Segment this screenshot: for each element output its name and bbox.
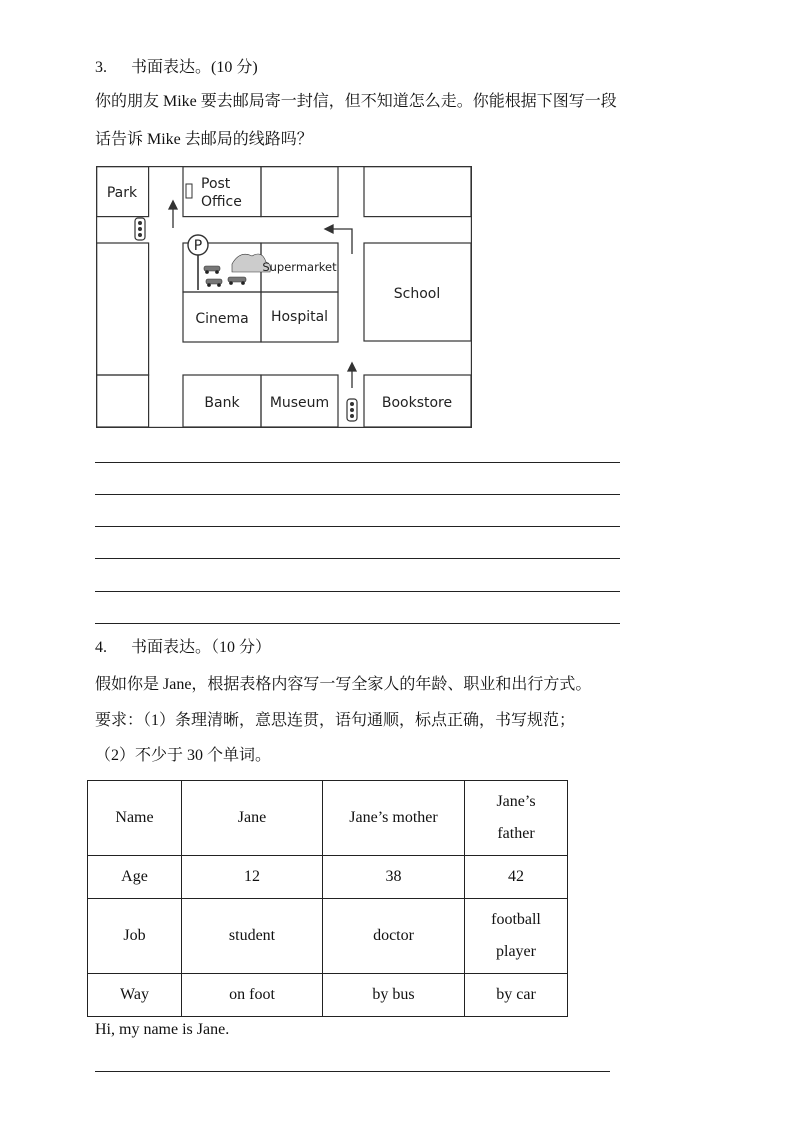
table-cell: 38 xyxy=(323,856,465,899)
label-cinema: Cinema xyxy=(195,311,249,327)
table-header-cell xyxy=(465,781,568,856)
arrow-up-icon-left xyxy=(169,201,177,228)
q4-start-sentence: Hi, my name is Jane. xyxy=(95,1021,230,1038)
label-park: Park xyxy=(106,185,138,201)
q4-prompt-line3: （2）不少于 30 个单词。 xyxy=(95,747,272,764)
q3-title: 书面表达。(10 分) xyxy=(131,59,258,76)
writing-line-5[interactable] xyxy=(95,591,620,592)
table-cell: doctor xyxy=(323,899,465,974)
q4-title: 书面表达。（10 分） xyxy=(131,639,272,656)
label-post-office-2: Office xyxy=(201,194,242,210)
q3-prompt-line1: 你的朋友 Mike 要去邮局寄一封信，但不知道怎么走。你能根据下图写一段 xyxy=(95,93,617,110)
table-row xyxy=(88,781,568,856)
table-cell: on foot xyxy=(182,974,323,1017)
table-header-cell: Name xyxy=(88,781,182,856)
q4-prompt-line1: 假如你是 Jane，根据表格内容写一写全家人的年龄、职业和出行方式。 xyxy=(95,676,592,693)
parking-sign-icon xyxy=(188,235,208,290)
table-cell: Way xyxy=(88,974,182,1017)
table-row xyxy=(88,974,568,1017)
post-office-door-icon xyxy=(186,184,192,198)
writing-line-q4[interactable] xyxy=(95,1071,610,1072)
label-hospital: Hospital xyxy=(270,309,329,325)
q4-number: 4. xyxy=(95,639,107,656)
table-row xyxy=(88,899,568,974)
table-row xyxy=(88,856,568,899)
table-cell xyxy=(465,899,568,974)
q3-number: 3. xyxy=(95,59,107,76)
cell-line: player xyxy=(496,943,536,960)
traffic-light-icon-bottom xyxy=(347,399,357,421)
label-museum: Museum xyxy=(269,395,330,411)
q3-prompt-line2: 话告诉 Mike 去邮局的线路吗？ xyxy=(95,131,313,148)
traffic-light-icon-top xyxy=(135,218,145,240)
street-map xyxy=(96,166,472,428)
table-cell: Age xyxy=(88,856,182,899)
writing-line-2[interactable] xyxy=(95,494,620,495)
table-cell: by car xyxy=(465,974,568,1017)
table-cell: student xyxy=(182,899,323,974)
label-bookstore: Bookstore xyxy=(381,395,453,411)
cell-line: football xyxy=(491,911,541,928)
table-header-cell: Jane xyxy=(182,781,323,856)
table-header-cell: Jane’s mother xyxy=(323,781,465,856)
writing-line-1[interactable] xyxy=(95,462,620,463)
family-info-table xyxy=(87,780,568,1017)
label-post-office-1: Post xyxy=(201,176,231,192)
label-bank: Bank xyxy=(204,395,240,411)
writing-line-3[interactable] xyxy=(95,526,620,527)
label-supermarket: Supermarket xyxy=(262,260,337,274)
q4-prompt-line2: 要求：（1）条理清晰，意思连贯，语句通顺，标点正确，书写规范； xyxy=(95,712,576,729)
table-cell: Job xyxy=(88,899,182,974)
writing-line-6[interactable] xyxy=(95,623,620,624)
table-cell: 42 xyxy=(465,856,568,899)
header-line: father xyxy=(497,825,535,842)
label-school: School xyxy=(393,286,441,302)
table-cell: 12 xyxy=(182,856,323,899)
writing-line-4[interactable] xyxy=(95,558,620,559)
table-cell: by bus xyxy=(323,974,465,1017)
arrow-up-icon-bottom xyxy=(348,363,356,388)
header-line: Jane’s xyxy=(496,793,536,810)
svg-text:P: P xyxy=(193,238,203,254)
